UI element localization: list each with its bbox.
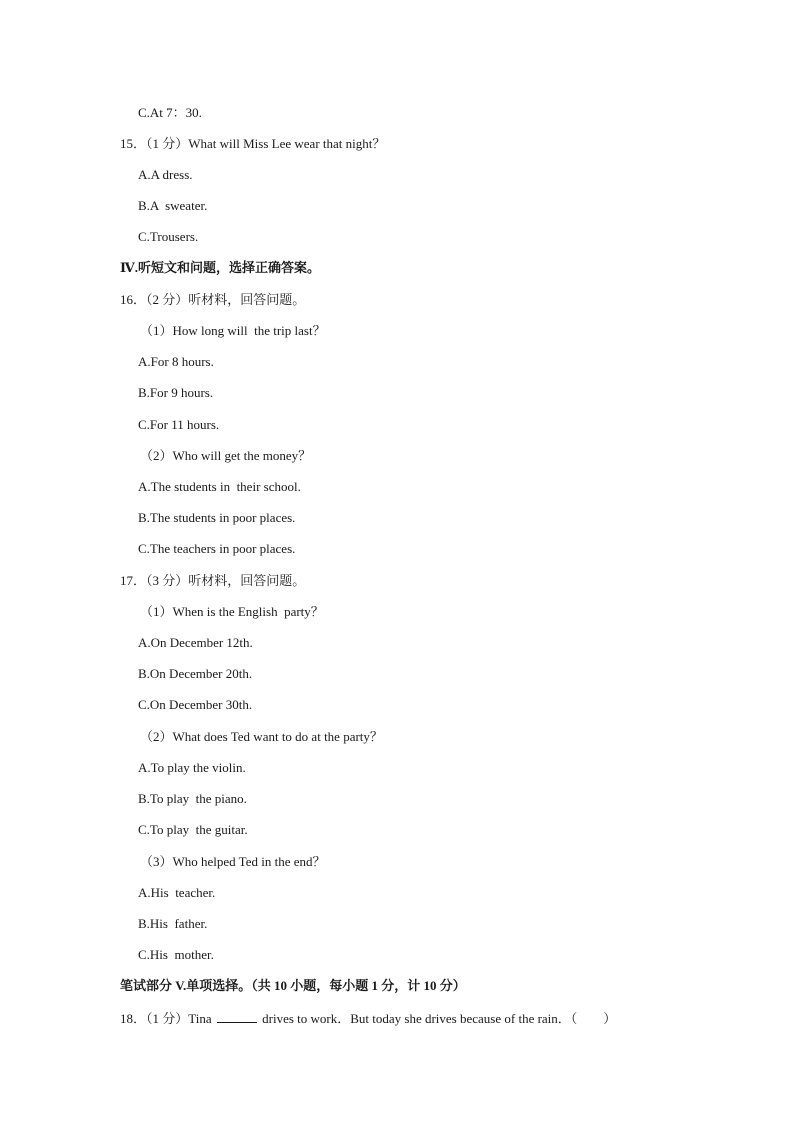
option-c-16-1: C.For 11 hours. xyxy=(138,417,220,432)
option-b-17-3: B.His father. xyxy=(138,916,208,931)
option-a-17-3: A.His teacher. xyxy=(138,885,216,900)
option-b-q15: B.A sweater. xyxy=(138,198,208,213)
option-b-17-1: B.On December 20th. xyxy=(138,666,253,681)
sub-question-17-2: （2）What does Ted want to do at the party？ xyxy=(140,729,383,744)
option-c-17-3: C.His mother. xyxy=(138,947,214,962)
option-c-q15: C.Trousers. xyxy=(138,229,199,244)
question-17: 17．（3 分）听材料，回答问题。 xyxy=(120,573,306,588)
section-heading-written: 笔试部分 V.单项选择。（共 10 小题，每小题 1 分，计 10 分） xyxy=(120,978,466,993)
section-heading-iv: Ⅳ.听短文和问题，选择正确答案。 xyxy=(120,260,321,275)
option-c-17-1: C.On December 30th. xyxy=(138,697,253,712)
question-18-start: 18．（1 分）Tina xyxy=(120,1011,215,1026)
question-16: 16．（2 分）听材料，回答问题。 xyxy=(120,292,306,307)
option-c-17-2: C.To play the guitar. xyxy=(138,822,248,837)
option-a-16-1: A.For 8 hours. xyxy=(138,354,214,369)
option-b-16-2: B.The students in poor places. xyxy=(138,510,296,525)
option-b-17-2: B.To play the piano. xyxy=(138,791,247,806)
sub-question-17-1: （1）When is the English party？ xyxy=(140,604,324,619)
option-a-17-1: A.On December 12th. xyxy=(138,635,253,650)
question-18 xyxy=(120,1010,616,1027)
option-a-16-2: A.The students in their school. xyxy=(138,479,301,494)
sub-question-17-3: （3）Who helped Ted in the end？ xyxy=(140,854,326,869)
question-18-end: drives to work．But today she drives because of the rain．（ ） xyxy=(258,1011,617,1026)
option-a-17-2: A.To play the violin. xyxy=(138,760,246,775)
option-a-q15: A.A dress. xyxy=(138,167,193,182)
option-b-16-1: B.For 9 hours. xyxy=(138,385,214,400)
option-c-q14: C.At 7：30. xyxy=(138,105,202,120)
option-c-16-2: C.The teachers in poor places. xyxy=(138,541,296,556)
answer-blank xyxy=(217,1010,257,1023)
question-15: 15．（1 分）What will Miss Lee wear that night？ xyxy=(120,136,386,151)
sub-question-16-1: （1）How long will the trip last？ xyxy=(140,323,326,338)
sub-question-16-2: （2）Who will get the money？ xyxy=(140,448,312,463)
